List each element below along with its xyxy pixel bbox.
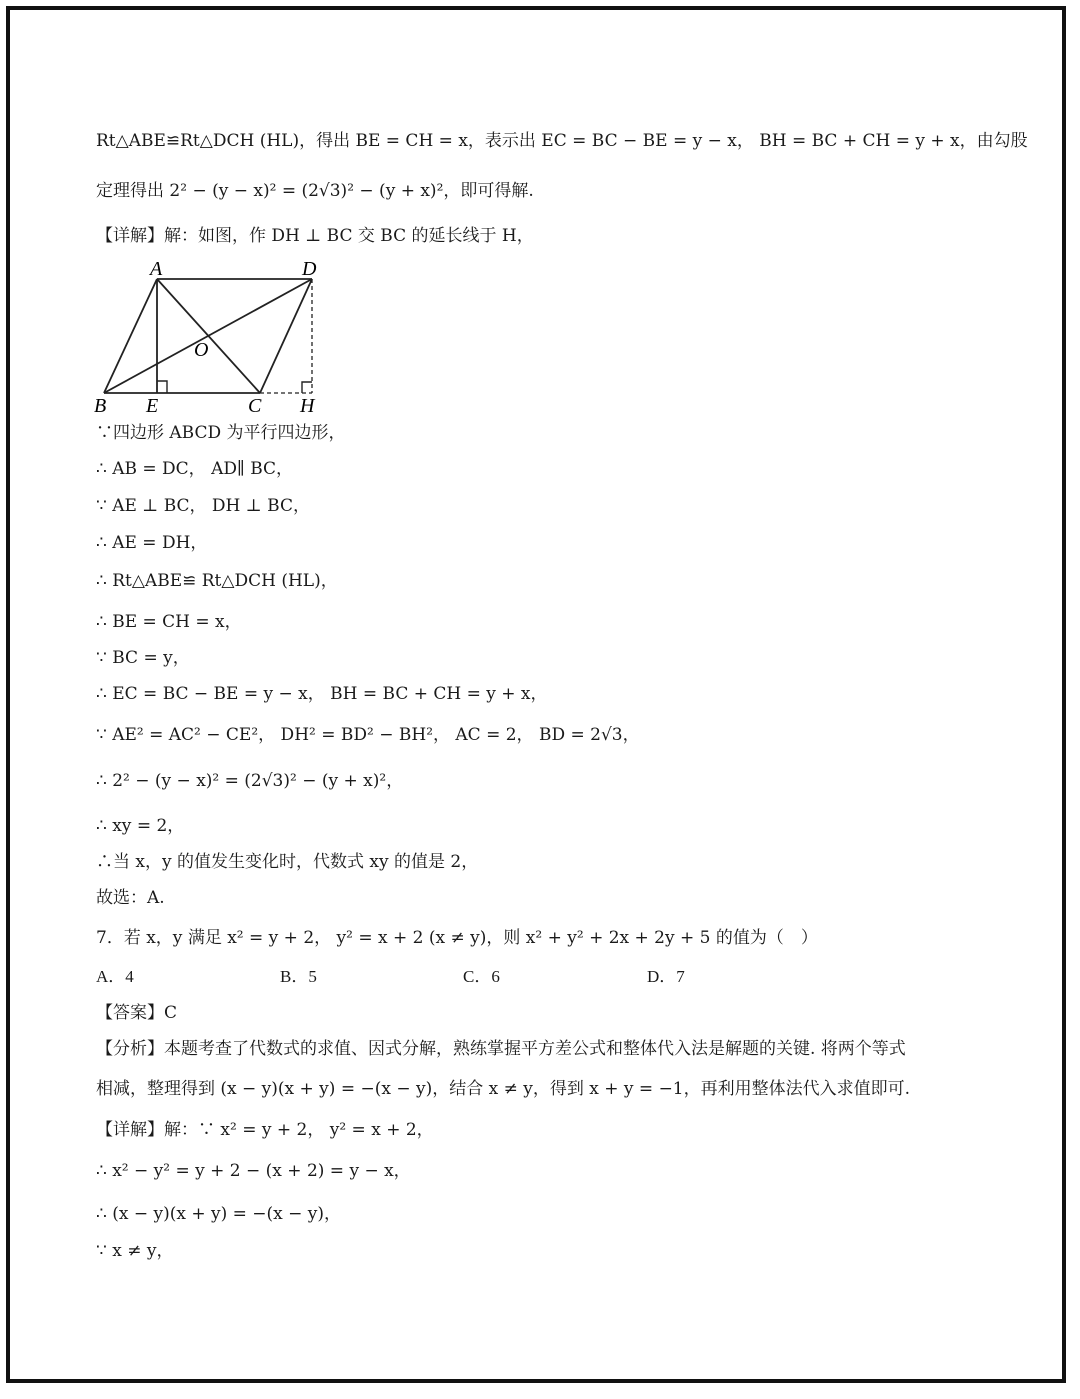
solution-line-1: 【详解】解：∵ x² = y + 2， y² = x + 2，: [96, 1120, 434, 1140]
text-line-13: ∴ 2² − (y − x)² = (2√3)² − (y + x)²，: [96, 771, 404, 791]
text-line-15: ∴当 x，y 的值发生变化时，代数式 xy 的值是 2，: [96, 852, 479, 872]
option-b: B．5: [280, 967, 317, 986]
text-line-2: 定理得出 2² − (y − x)² = (2√3)² − (y + x)²，即可得解.: [96, 181, 534, 201]
text-line-3: 【详解】解：如图，作 DH ⊥ BC 交 BC 的延长线于 H，: [96, 226, 534, 246]
label-c: C: [248, 395, 262, 417]
solution-line-4: ∵ x ≠ y，: [96, 1241, 174, 1261]
analysis-line-2: 相减，整理得到 (x − y)(x + y) = −(x − y)，结合 x ≠ y，得到 x + y = −1，再利用整体法代入求值即可.: [96, 1079, 911, 1099]
option-d: D．7: [647, 967, 685, 986]
diagonal-bd: [104, 279, 312, 393]
question-7: 7．若 x，y 满足 x² = y + 2， y² = x + 2 (x ≠ y)，则 x² + y² + 2x + 2y + 5 的值为（ ）: [96, 928, 818, 948]
text-line-14: ∴ xy = 2，: [96, 816, 185, 836]
label-b: B: [94, 395, 107, 417]
text-line-11: ∴ EC = BC − BE = y − x， BH = BC + CH = y + x，: [96, 684, 548, 704]
edge-dc: [260, 279, 312, 393]
text-line-8: ∴ Rt△ABE≌ Rt△DCH (HL)，: [96, 571, 338, 591]
right-angle-h: [302, 382, 312, 393]
text-line-5: ∴ AB = DC， AD∥ BC，: [96, 459, 294, 479]
label-d: D: [302, 258, 317, 280]
text-line-16: 故选：A.: [96, 888, 165, 908]
answer-line: 【答案】C: [96, 1003, 178, 1023]
text-line-7: ∴ AE = DH，: [96, 533, 208, 553]
right-angle-e: [157, 381, 167, 393]
text-line-10: ∵ BC = y，: [96, 648, 190, 668]
solution-line-3: ∴ (x − y)(x + y) = −(x − y)，: [96, 1204, 342, 1224]
label-e: E: [146, 395, 159, 417]
text-line-4: ∵四边形 ABCD 为平行四边形，: [96, 423, 346, 443]
label-a: A: [150, 258, 163, 280]
option-a: A．4: [96, 967, 134, 986]
option-c: C．6: [463, 967, 500, 986]
label-h: H: [300, 395, 315, 417]
text-line-6: ∵ AE ⊥ BC， DH ⊥ BC，: [96, 496, 310, 516]
text-line-1: Rt△ABE≌Rt△DCH (HL)，得出 BE = CH = x，表示出 EC = BC − BE = y − x， BH = BC + CH = y + x，由勾股: [96, 131, 1028, 151]
edge-ab: [104, 279, 157, 393]
text-line-12: ∵ AE² = AC² − CE²， DH² = BD² − BH²， AC = 2， BD = 2√3，: [96, 725, 640, 745]
text-line-9: ∴ BE = CH = x，: [96, 612, 242, 632]
analysis-line-1: 【分析】本题考查了代数式的求值、因式分解，熟练掌握平方差公式和整体代入法是解题的关键. 将两个等式: [96, 1039, 906, 1059]
parallelogram-figure: [90, 255, 330, 420]
label-o: O: [194, 339, 209, 361]
solution-line-2: ∴ x² − y² = y + 2 − (x + 2) = y − x，: [96, 1161, 411, 1181]
